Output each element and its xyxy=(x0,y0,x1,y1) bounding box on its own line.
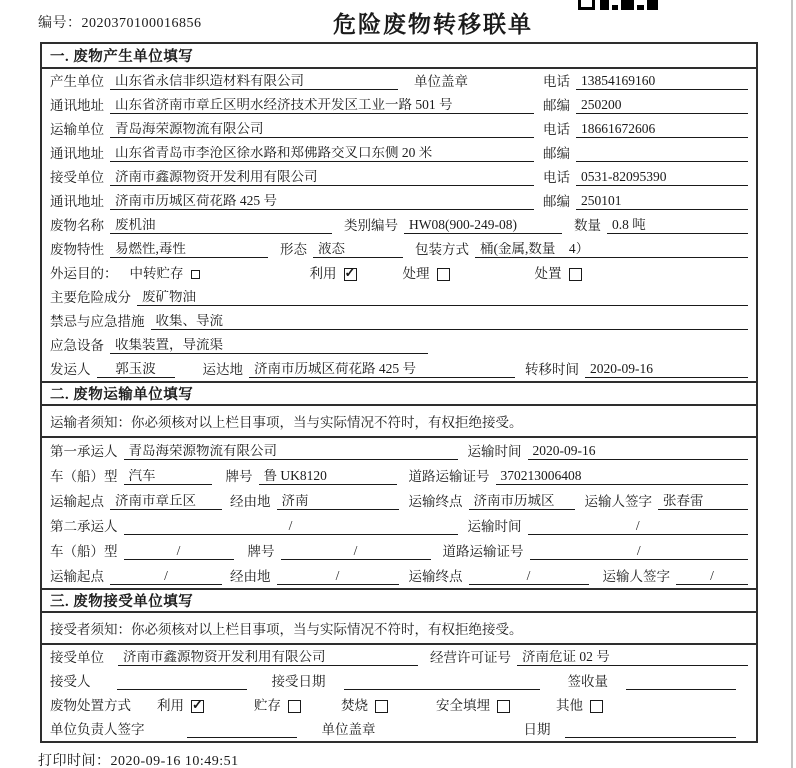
accept-date-value xyxy=(344,689,540,690)
field-label: 牌号 xyxy=(247,544,275,560)
field-label: 类别编号 xyxy=(344,218,398,234)
route-end1-value: 济南市历城区 xyxy=(469,494,575,510)
option-incinerate: 焚烧 xyxy=(341,699,388,714)
section3-header: 三. 废物接受单位填写 xyxy=(42,588,756,613)
emergency-measures-value: 收集、导流 xyxy=(151,314,749,330)
option-other: 其他 xyxy=(556,699,603,714)
transport-date2-value: / xyxy=(528,519,749,535)
field-label: 电话 xyxy=(543,74,570,90)
plate-number2-value: / xyxy=(281,544,431,560)
row-waste-property xyxy=(42,237,756,261)
transport-phone-value: 18661672606 xyxy=(576,122,748,138)
field-label: 车（船）型 xyxy=(50,544,118,560)
field-label: 运输终点 xyxy=(408,494,463,510)
field-label: 电话 xyxy=(543,170,570,186)
row-receiver-unit xyxy=(42,165,756,189)
field-label: 运输起点 xyxy=(50,494,104,510)
option-transfer-storage: 中转贮存 xyxy=(130,267,200,282)
field-label: 接受日期 xyxy=(271,674,326,690)
transfer-storage-checkbox xyxy=(191,270,200,279)
field-label: 签收量 xyxy=(567,674,608,690)
field-label: 产生单位 xyxy=(50,74,104,90)
field-label: 接受人 xyxy=(50,674,91,690)
option-utilize2: 利用 ✓ xyxy=(157,699,204,714)
row-hazard-components xyxy=(42,285,756,309)
field-label: 运输起点 xyxy=(50,569,104,585)
accepting-unit-value: 济南市鑫源物资开发利用有限公司 xyxy=(118,650,418,666)
row-accepting-unit xyxy=(42,645,756,669)
row-route2 xyxy=(42,563,756,588)
row-shipper xyxy=(42,357,756,381)
route-end2-value: / xyxy=(469,569,589,585)
field-label: 禁忌与应急措施 xyxy=(50,314,145,330)
manifest-form-table xyxy=(40,42,758,743)
road-permit2-value: / xyxy=(530,544,749,560)
field-label: 发运人 xyxy=(50,362,91,378)
producer-address-value: 山东省济南市章丘区明水经济技术开发区工业一路 501 号 xyxy=(110,98,534,114)
shipper-value: 郭玉波 xyxy=(97,362,175,378)
receiver-zip-value: 250101 xyxy=(576,194,748,210)
field-label: 主要危险成分 xyxy=(50,290,131,306)
row-responsible-signature xyxy=(42,717,756,741)
first-carrier-value: 青岛海荣源物流有限公司 xyxy=(124,444,458,460)
transporter-notice: 运输者须知：你必须核对以上栏目事项，当与实际情况不符时，有权拒绝接受。 xyxy=(42,406,756,438)
store-checkbox xyxy=(288,700,301,713)
page-edge-divider xyxy=(791,0,793,768)
field-label: 应急设备 xyxy=(50,338,104,354)
packaging-value: 桶(金属,数量 4） xyxy=(475,242,748,258)
row-route1 xyxy=(42,488,756,513)
destination-value: 济南市历城区荷花路 425 号 xyxy=(249,362,515,378)
field-label: 日期 xyxy=(523,722,551,738)
waste-quantity-value: 0.8 吨 xyxy=(607,218,748,234)
receiver-notice: 接受者须知：你必须核对以上栏目事项，当与实际情况不符时，有权拒绝接受。 xyxy=(42,613,756,645)
field-label: 经由地 xyxy=(230,569,271,585)
field-label: 道路运输证号 xyxy=(442,544,524,560)
transfer-date-value: 2020-09-16 xyxy=(585,362,748,378)
treat-checkbox xyxy=(437,268,450,281)
field-label: 运输人签字 xyxy=(584,494,652,510)
row-outbound-purpose xyxy=(42,261,756,285)
field-label: 邮编 xyxy=(543,194,570,210)
transport-date1-value: 2020-09-16 xyxy=(528,444,749,460)
row-receiver-address xyxy=(42,189,756,213)
route-via2-value: / xyxy=(277,569,399,585)
hazard-components-value: 废矿物油 xyxy=(137,290,748,306)
dispose-checkbox xyxy=(569,268,582,281)
section2-header: 二. 废物运输单位填写 xyxy=(42,381,756,406)
row-disposal-method xyxy=(42,693,756,717)
utilize2-checkbox xyxy=(191,700,204,713)
transport-address-value: 山东省青岛市李沧区徐水路和郑佛路交叉口东侧 20 米 xyxy=(110,146,534,162)
field-label: 邮编 xyxy=(543,146,570,162)
field-label: 废物特性 xyxy=(50,242,104,258)
transport-unit-value: 青岛海荣源物流有限公司 xyxy=(110,122,534,138)
print-time-value: 2020-09-16 10:49:51 xyxy=(110,754,239,768)
field-label: 运输时间 xyxy=(467,444,522,460)
route-via1-value: 济南 xyxy=(277,494,399,510)
row-first-carrier xyxy=(42,438,756,463)
responsible-signature-value xyxy=(187,737,297,738)
producer-zip-value: 250200 xyxy=(576,98,748,114)
field-label: 经由地 xyxy=(230,494,271,510)
field-label: 运输单位 xyxy=(50,122,104,138)
field-label: 第一承运人 xyxy=(50,444,118,460)
acceptor-value xyxy=(117,689,247,690)
field-label: 经营许可证号 xyxy=(430,650,511,666)
field-label: 道路运输证号 xyxy=(408,469,490,485)
field-label: 接受单位 xyxy=(50,650,104,666)
receiver-unit-value: 济南市鑫源物资开发利用有限公司 xyxy=(110,170,534,186)
route-start1-value: 济南市章丘区 xyxy=(110,494,222,510)
option-utilize: 利用 ✓ xyxy=(310,267,357,282)
incinerate-checkbox xyxy=(375,700,388,713)
receiver-address-value: 济南市历城区荷花路 425 号 xyxy=(110,194,534,210)
field-label: 牌号 xyxy=(225,469,253,485)
field-label: 形态 xyxy=(280,242,307,258)
vehicle-type2-value: / xyxy=(124,544,234,560)
road-permit1-value: 370213006408 xyxy=(496,469,749,485)
field-label: 运输人签字 xyxy=(602,569,670,585)
carrier-signature2-value: / xyxy=(676,569,748,585)
plate-number1-value: 鲁 UK8120 xyxy=(259,469,397,485)
waste-form-value: 液态 xyxy=(313,242,403,258)
option-store: 贮存 xyxy=(254,699,301,714)
page-title: 危险废物转移联单 xyxy=(333,12,533,37)
receiver-phone-value: 0531-82095390 xyxy=(576,170,748,186)
field-label: 转移时间 xyxy=(525,362,579,378)
field-label: 通讯地址 xyxy=(50,146,104,162)
field-label: 接受单位 xyxy=(50,170,104,186)
row-second-carrier xyxy=(42,513,756,538)
row-producer-address xyxy=(42,93,756,117)
field-label: 运输终点 xyxy=(408,569,463,585)
document-header xyxy=(0,0,796,42)
field-label: 第二承运人 xyxy=(50,519,118,535)
row-emergency-measures xyxy=(42,309,756,333)
other-checkbox xyxy=(590,700,603,713)
unit-seal2-label: 单位盖章 xyxy=(321,722,376,738)
row-producer-unit xyxy=(42,69,756,93)
second-carrier-value: / xyxy=(124,519,458,535)
received-quantity-value xyxy=(626,689,736,690)
license-number-value: 济南危证 02 号 xyxy=(517,650,748,666)
print-time xyxy=(38,750,796,768)
field-label: 运达地 xyxy=(202,362,243,378)
emergency-equipment-value: 收集装置，导流渠 xyxy=(110,338,428,354)
utilize-checkbox xyxy=(344,268,357,281)
waste-code-value: HW08(900-249-08) xyxy=(404,218,562,234)
row-transport-address xyxy=(42,141,756,165)
row-waste-name xyxy=(42,213,756,237)
field-label: 运输时间 xyxy=(467,519,522,535)
option-dispose: 处置 xyxy=(535,267,582,282)
row-transport-unit xyxy=(42,117,756,141)
print-time-label: 打印时间： xyxy=(38,754,111,768)
field-label: 通讯地址 xyxy=(50,98,104,114)
vehicle-type1-value: 汽车 xyxy=(124,469,212,485)
field-label: 废物处置方式 xyxy=(50,698,131,714)
field-label: 通讯地址 xyxy=(50,194,104,210)
document-number-value: 2020370100016856 xyxy=(81,16,202,31)
option-treat: 处理 xyxy=(403,267,450,282)
field-label: 电话 xyxy=(543,122,570,138)
landfill-checkbox xyxy=(497,700,510,713)
field-label: 邮编 xyxy=(543,98,570,114)
field-label: 外运目的： xyxy=(50,266,118,282)
field-label: 数量 xyxy=(574,218,601,234)
field-label: 单位负责人签字 xyxy=(50,722,145,738)
waste-property-value: 易燃性,毒性 xyxy=(110,242,268,258)
producer-unit-value: 山东省永信非织造材料有限公司 xyxy=(110,74,398,90)
waste-name-value: 废机油 xyxy=(110,218,332,234)
row-acceptor xyxy=(42,669,756,693)
field-label: 包装方式 xyxy=(415,242,469,258)
producer-phone-value: 13854169160 xyxy=(576,74,748,90)
route-start2-value: / xyxy=(110,569,222,585)
transport-zip-value xyxy=(576,161,748,162)
field-label: 废物名称 xyxy=(50,218,104,234)
document-number-label: 编号： xyxy=(38,16,82,31)
row-emergency-equipment xyxy=(42,333,756,357)
field-label: 车（船）型 xyxy=(50,469,118,485)
row-vehicle1 xyxy=(42,463,756,488)
carrier-signature1-value: 张春雷 xyxy=(658,494,748,510)
date-value xyxy=(565,737,737,738)
section1-header: 一. 废物产生单位填写 xyxy=(42,44,756,69)
qr-code-icon xyxy=(578,0,658,10)
option-landfill: 安全填埋 xyxy=(436,699,510,714)
unit-seal-label: 单位盖章 xyxy=(414,74,468,90)
row-vehicle2 xyxy=(42,538,756,563)
